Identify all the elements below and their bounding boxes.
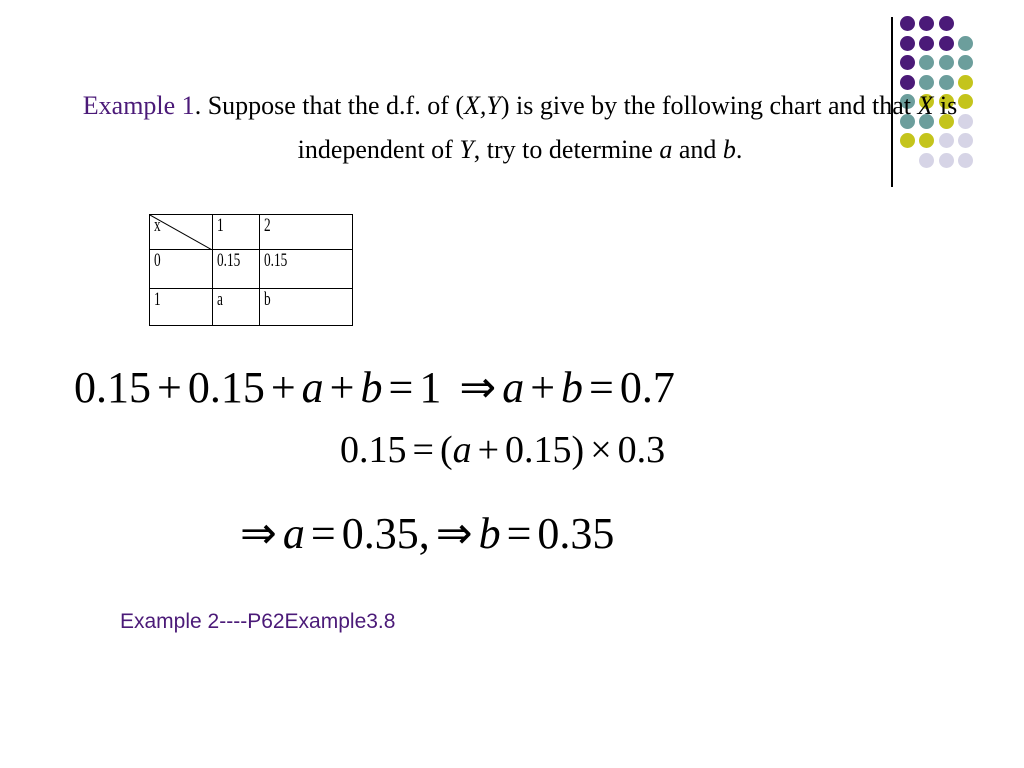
heading-text: , try to determine bbox=[473, 135, 660, 164]
heading-text: is independent of bbox=[297, 91, 958, 164]
heading-text: . Suppose that the d.f. of ( bbox=[194, 91, 465, 120]
table-header-row bbox=[150, 215, 353, 250]
example-2-reference: Example 2----P62Example3.8 bbox=[120, 610, 396, 633]
equation-sum: 0.15 + 0.15 + a + b = 1 ⇒ a + b = 0.7 bbox=[74, 363, 675, 412]
table-cell: a bbox=[213, 289, 260, 326]
decorative-dot bbox=[919, 36, 934, 51]
distribution-table bbox=[149, 214, 353, 326]
decorative-dot bbox=[900, 16, 915, 31]
var-y: Y bbox=[459, 135, 474, 164]
equation-solution: ⇒ a = 0.35, ⇒ b = 0.35 bbox=[240, 509, 615, 558]
decorative-dot bbox=[939, 16, 954, 31]
table-row bbox=[150, 250, 353, 289]
decorative-dot bbox=[900, 36, 915, 51]
decorative-dot bbox=[900, 55, 915, 70]
heading-text: . bbox=[735, 135, 743, 164]
table-header-cell: x bbox=[154, 215, 161, 236]
table-row bbox=[150, 289, 353, 326]
heading-text: ) is give by the following chart and that bbox=[500, 91, 918, 120]
var-x: X bbox=[917, 91, 934, 120]
equation-independence: 0.15 = (a + 0.15) × 0.3 bbox=[340, 429, 666, 471]
decorative-dot bbox=[958, 55, 973, 70]
slide-heading bbox=[70, 84, 970, 172]
table-cell: 0.15 bbox=[260, 250, 353, 289]
table-corner-cell bbox=[150, 215, 213, 250]
var-xy: X,Y bbox=[464, 91, 501, 120]
table-cell: 0 bbox=[150, 250, 213, 289]
decorative-dot bbox=[958, 36, 973, 51]
heading-text: and bbox=[672, 135, 723, 164]
decorative-dot bbox=[939, 36, 954, 51]
table-header-cell: 1 bbox=[213, 215, 260, 250]
example-label: Example 1 bbox=[82, 91, 195, 120]
decorative-dot bbox=[939, 55, 954, 70]
table-header-cell: 2 bbox=[260, 215, 353, 250]
var-a: a bbox=[659, 135, 673, 164]
table-cell: b bbox=[260, 289, 353, 326]
table-cell: 0.15 bbox=[213, 250, 260, 289]
var-b: b bbox=[722, 135, 736, 164]
table-cell: 1 bbox=[150, 289, 213, 326]
decorative-dot bbox=[919, 16, 934, 31]
decorative-dot bbox=[919, 55, 934, 70]
